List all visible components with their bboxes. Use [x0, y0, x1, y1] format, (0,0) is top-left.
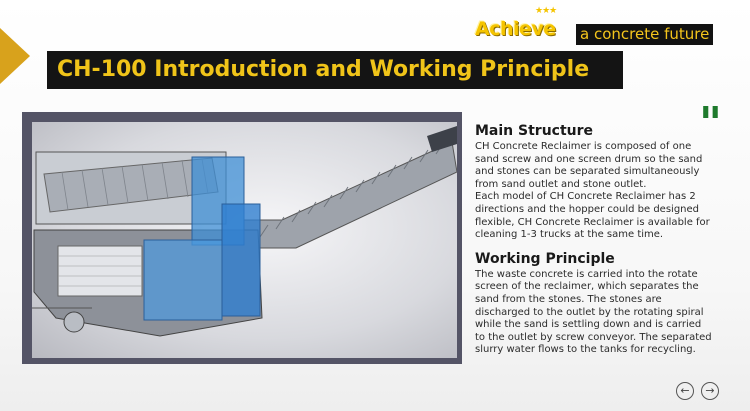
arrow-right-circle-icon: → — [705, 384, 715, 397]
brand-logo: Achieve — [475, 18, 556, 40]
text-column — [475, 121, 733, 357]
main-structure-line: from sand outlet and stone outlet. — [475, 178, 647, 190]
working-principle-line: to the outlet by screw conveyor. The separated — [475, 331, 712, 343]
corner-decoration — [0, 28, 30, 84]
next-button[interactable] — [701, 382, 719, 400]
working-principle-line: while the sand is settling down and is carried — [475, 319, 702, 331]
drain-outlet — [64, 312, 84, 332]
brand-tagline: a concrete future — [576, 24, 713, 45]
working-principle-line: screen of the reclaimer, which separates the — [475, 281, 699, 293]
main-structure-line: Each model of CH Concrete Reclaimer has 2 — [475, 191, 696, 203]
main-structure-heading: Main Structure — [475, 123, 594, 139]
brand-logo-block — [469, 8, 729, 48]
blue-panel-front — [144, 240, 222, 320]
working-principle-line: slurry water flows to the tanks for recycling. — [475, 344, 696, 356]
screw-conveyor-trough — [244, 142, 457, 248]
reclaimer-diagram — [32, 122, 457, 358]
working-principle-line: The waste concrete is carried into the rotate — [475, 268, 698, 280]
arrow-left-circle-icon: ← — [680, 384, 690, 397]
machine-illustration — [32, 122, 457, 358]
hopper-screen — [58, 246, 142, 296]
section-spacer — [475, 242, 733, 249]
working-principle-line: sand from the stones. The stones are — [475, 293, 662, 305]
blue-panel-side — [222, 204, 260, 316]
main-structure-line: cleaning 1-3 trucks at the same time. — [475, 229, 664, 241]
main-structure-line: CH Concrete Reclaimer is composed of one — [475, 141, 692, 152]
prev-button[interactable] — [676, 382, 694, 400]
working-principle-heading: Working Principle — [475, 250, 615, 267]
working-principle-line: discharged to the outlet by the rotating spiral — [475, 306, 704, 318]
main-structure-line: directions and the hopper could be designed — [475, 203, 699, 215]
stars-icon: ★★★ — [535, 6, 557, 16]
main-structure-line: flexible, CH Concrete Reclaimer is available for — [475, 216, 710, 228]
main-structure-line: and stones can be separated simultaneously — [475, 166, 700, 178]
main-structure-line: sand screw and one screen drum so the sand — [475, 153, 703, 165]
page-title: CH-100 Introduction and Working Principle — [57, 57, 590, 82]
title-bar — [47, 51, 623, 89]
quote-icon: " — [699, 98, 722, 149]
